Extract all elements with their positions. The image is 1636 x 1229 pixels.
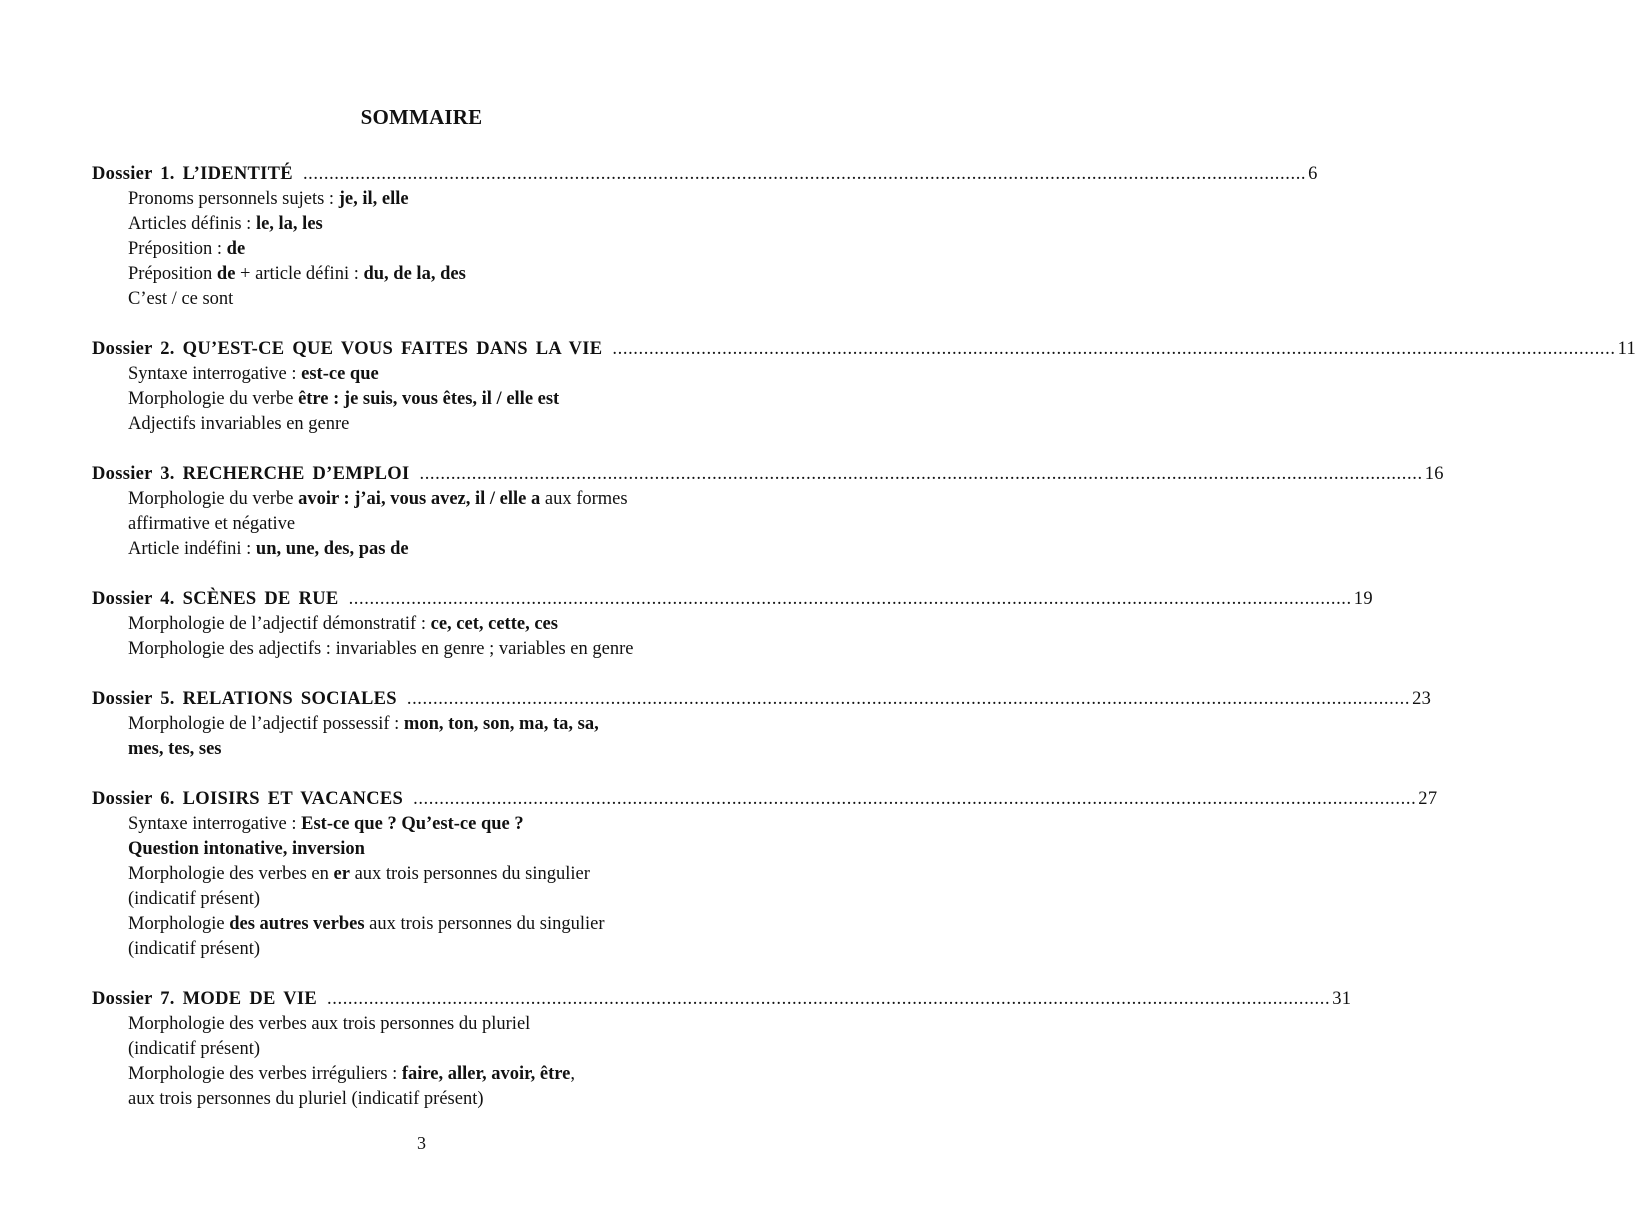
dossier-topics: [92, 612, 751, 662]
topic-line: [128, 537, 751, 562]
topic-keyword: er: [333, 864, 350, 884]
dossier-title: Dossier 6. LOISIRS ET VACANCES: [92, 789, 404, 809]
dot-leader: ................................................................................................................................................................................................: [348, 589, 1352, 609]
dossier-page-number: 31: [1332, 989, 1352, 1009]
dossier-page-number: 6: [1308, 164, 1318, 184]
topic-text: ,: [570, 1064, 575, 1084]
dossier-heading[interactable]: [92, 587, 1373, 612]
topic-line: [128, 1012, 751, 1037]
topic-keyword: est-ce que: [301, 364, 379, 384]
toc-entry-dossier-2: [92, 337, 1636, 437]
topic-text: (indicatif présent): [128, 939, 261, 959]
topic-line: [128, 912, 751, 937]
dot-leader: ................................................................................................................................................................................................: [406, 689, 1411, 709]
toc-entry-dossier-5: [92, 687, 1432, 762]
dossier-page-number: 19: [1353, 589, 1373, 609]
dossier-heading[interactable]: [92, 987, 1352, 1012]
page-title: SOMMAIRE: [360, 105, 483, 129]
dossier-heading[interactable]: [92, 337, 1636, 362]
topic-line: [128, 1037, 751, 1062]
topic-text: Pronoms personnels sujets :: [128, 189, 339, 209]
topic-line: [128, 887, 751, 912]
topic-line: [128, 812, 751, 837]
dossier-topics: [92, 1012, 751, 1112]
topic-keyword: le, la, les: [255, 214, 323, 234]
topic-text: Préposition: [128, 264, 217, 284]
toc-body: [92, 162, 1636, 1112]
topic-text: + article défini :: [235, 264, 364, 284]
topic-text: Morphologie de l’adjectif démonstratif :: [128, 614, 431, 634]
topic-text: Morphologie des verbes irréguliers :: [128, 1064, 402, 1084]
dot-leader: ................................................................................................................................................................................................: [419, 464, 1423, 484]
topic-keyword: mes, tes, ses: [128, 739, 222, 759]
topic-keyword: Question intonative, inversion: [128, 839, 365, 859]
topic-text: Adjectifs invariables en genre: [128, 414, 350, 434]
topic-text: aux formes: [540, 489, 628, 509]
topic-line: [128, 937, 751, 962]
page-number: 3: [417, 1133, 426, 1153]
dossier-title: Dossier 7. MODE DE VIE: [92, 989, 318, 1009]
topic-text: Préposition :: [128, 239, 227, 259]
dossier-title: Dossier 3. RECHERCHE D’EMPLOI: [92, 464, 410, 484]
topic-text: Morphologie des verbes aux trois personnes du pluriel: [128, 1014, 531, 1034]
topic-keyword: avoir : j’ai, vous avez, il / elle a: [298, 489, 541, 509]
dot-leader: ................................................................................................................................................................................................: [327, 989, 1331, 1009]
dot-leader: ................................................................................................................................................................................................: [612, 339, 1616, 359]
dossier-title: Dossier 2. QU’EST-CE QUE VOUS FAITES DANS LA VIE: [92, 339, 603, 359]
topic-text: Morphologie de l’adjectif possessif :: [128, 714, 404, 734]
topic-keyword: des autres verbes: [229, 914, 365, 934]
topic-text: Morphologie du verbe: [128, 389, 299, 409]
topic-line: [128, 187, 751, 212]
topic-keyword: ce, cet, cette, ces: [430, 614, 558, 634]
topic-text: Morphologie des adjectifs : invariables en genre ; variables en genre: [128, 639, 634, 659]
dossier-title: Dossier 1. L’IDENTITÉ: [92, 164, 293, 184]
topic-line: [128, 387, 751, 412]
topic-line: [128, 412, 751, 437]
topic-keyword: mon, ton, son, ma, ta, sa,: [403, 714, 599, 734]
dossier-topics: [92, 487, 751, 562]
dossier-topics: [92, 812, 751, 962]
toc-entry-dossier-7: [92, 987, 1352, 1112]
topic-line: [128, 837, 751, 862]
topic-text: affirmative et négative: [128, 514, 296, 534]
topic-text: Syntaxe interrogative :: [128, 364, 302, 384]
toc-entry-dossier-6: [92, 787, 1438, 962]
topic-line: [128, 712, 751, 737]
topic-line: [128, 362, 751, 387]
dossier-page-number: 11: [1617, 339, 1636, 359]
toc-entry-dossier-1: [92, 162, 1318, 312]
topic-text: C’est / ce sont: [128, 289, 234, 309]
topic-line: [128, 637, 751, 662]
dossier-page-number: 23: [1412, 689, 1432, 709]
dossier-heading[interactable]: [92, 787, 1438, 812]
topic-keyword: Est-ce que ? Qu’est-ce que ?: [301, 814, 524, 834]
topic-keyword: du, de la, des: [363, 264, 466, 284]
dossier-topics: [92, 187, 751, 312]
topic-line: [128, 1087, 751, 1112]
topic-keyword: être : je suis, vous êtes, il / elle est: [298, 389, 560, 409]
topic-text: aux trois personnes du singulier: [349, 864, 590, 884]
dossier-page-number: 27: [1418, 789, 1438, 809]
dossier-heading[interactable]: [92, 462, 1444, 487]
topic-keyword: je, il, elle: [338, 189, 409, 209]
dossier-heading[interactable]: [92, 162, 1318, 187]
topic-text: Morphologie des verbes en: [128, 864, 334, 884]
toc-entry-dossier-4: [92, 587, 1373, 662]
topic-line: [128, 612, 751, 637]
topic-line: [128, 487, 751, 512]
dossier-heading[interactable]: [92, 687, 1432, 712]
dot-leader: ................................................................................................................................................................................................: [302, 164, 1307, 184]
topic-line: [128, 262, 751, 287]
topic-text: Morphologie du verbe: [128, 489, 299, 509]
topic-line: [128, 212, 751, 237]
dossier-title: Dossier 4. SCÈNES DE RUE: [92, 589, 339, 609]
topic-line: [128, 1062, 751, 1087]
table-of-contents: [92, 162, 1636, 1137]
topic-keyword: faire, aller, avoir, être: [401, 1064, 571, 1084]
topic-text: Article indéfini :: [128, 539, 256, 559]
topic-line: [128, 287, 751, 312]
topic-text: aux trois personnes du singulier: [364, 914, 605, 934]
dossier-title: Dossier 5. RELATIONS SOCIALES: [92, 689, 397, 709]
topic-line: [128, 237, 751, 262]
toc-entry-dossier-3: [92, 462, 1444, 562]
dossier-topics: [92, 712, 751, 762]
topic-text: Morphologie: [128, 914, 230, 934]
topic-keyword: de: [216, 264, 236, 284]
topic-text: Syntaxe interrogative :: [128, 814, 302, 834]
topic-keyword: de: [226, 239, 246, 259]
topic-line: [128, 737, 751, 762]
topic-text: (indicatif présent): [128, 889, 261, 909]
topic-line: [128, 862, 751, 887]
topic-text: (indicatif présent): [128, 1039, 261, 1059]
dossier-page-number: 16: [1424, 464, 1444, 484]
topic-text: aux trois personnes du pluriel (indicatif présent): [128, 1089, 484, 1109]
dot-leader: ................................................................................................................................................................................................: [413, 789, 1417, 809]
topic-line: [128, 512, 751, 537]
topic-keyword: un, une, des, pas de: [255, 539, 409, 559]
topic-text: Articles définis :: [128, 214, 256, 234]
dossier-topics: [92, 362, 751, 437]
